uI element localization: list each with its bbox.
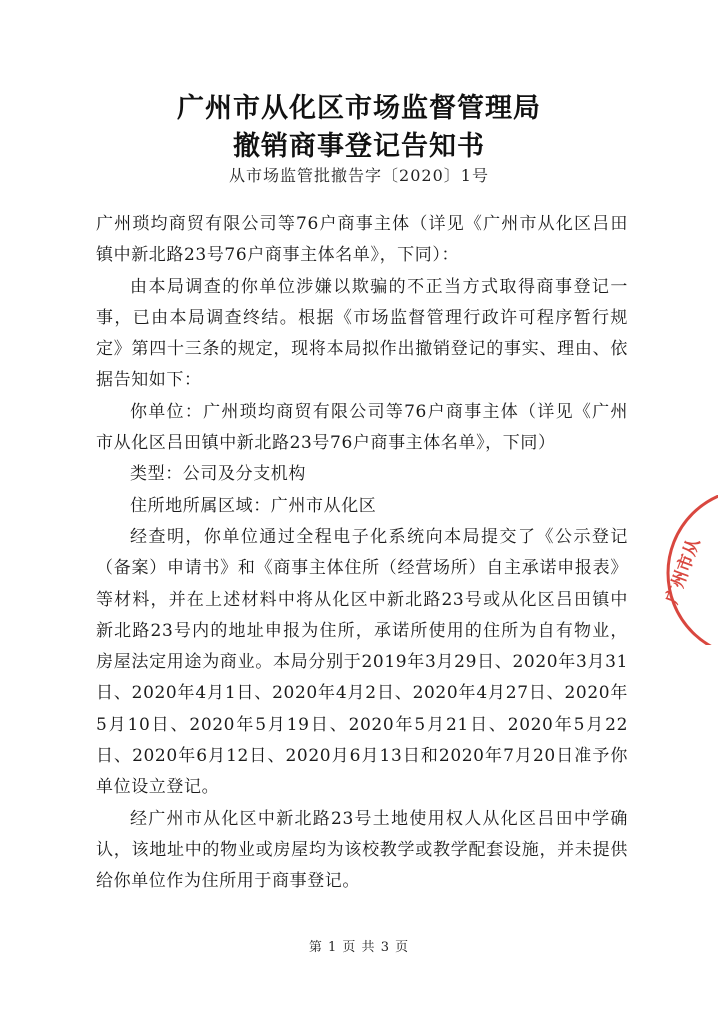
document-number: 从市场监管批撤告字〔2020〕1号 [229,166,489,185]
svg-text:广州市从: 广州市从 [662,535,705,607]
document-title-line2: 撤销商事登记告知书 [233,131,485,162]
body-paragraph-region: 住所地所属区域：广州市从化区 [130,495,377,516]
page-footer: 第 1 页 共 3 页 [308,940,410,955]
document-body [96,209,628,898]
document-title-line1: 广州市从化区市场监督管理局 [177,93,541,124]
body-paragraph-type: 类型：公司及分支机构 [130,464,306,485]
body-paragraph-confirmation: 经广州市从化区中新北路23号土地使用权人从化区吕田中学确认，该地址中的物业或房屋均为该校教学或教学配套设施，并未提供给你单位作为住所用于商事登记。 [96,808,628,892]
seal-icon [652,495,718,645]
official-seal-stamp [652,495,718,645]
body-paragraph-investigation: 由本局调查的你单位涉嫌以欺骗的不正当方式取得商事登记一事，已由本局调查终结。根据《市场监督管理行政许可程序暂行规定》第四十三条的规定，现将本局拟作出撤销登记的事实、理由、依据告知如下： [96,276,628,391]
body-paragraph-unit: 你单位：广州琐均商贸有限公司等76户商事主体（详见《广州市从化区吕田镇中新北路23号76户商事主体名单》，下同） [96,401,628,454]
addressee-paragraph: 广州琐均商贸有限公司等76户商事主体（详见《广州市从化区吕田镇中新北路23号76户商事主体名单》，下同）： [96,214,628,266]
body-paragraph-findings: 经查明，你单位通过全程电子化系统向本局提交了《公示登记（备案）申请书》和《商事主体住所（经营场所）自主承诺申报表》等材料，并在上述材料中将从化区中新北路23号或从化区吕田镇中新北路23号内的地址申报为住所，承诺所使用的住所为自有物业，房屋法定用途为商业。本局分别于2019年3月29日、2020年3月31日、2020年4月1日、2020年4月2日、2020年4月27日、2020年5月10日、2020年5月19日、2020年5月21日、2020年5月22日、2020年6月12日、2020月6月13日和2020年7月20日准予你单位设立登记。 [96,526,628,798]
